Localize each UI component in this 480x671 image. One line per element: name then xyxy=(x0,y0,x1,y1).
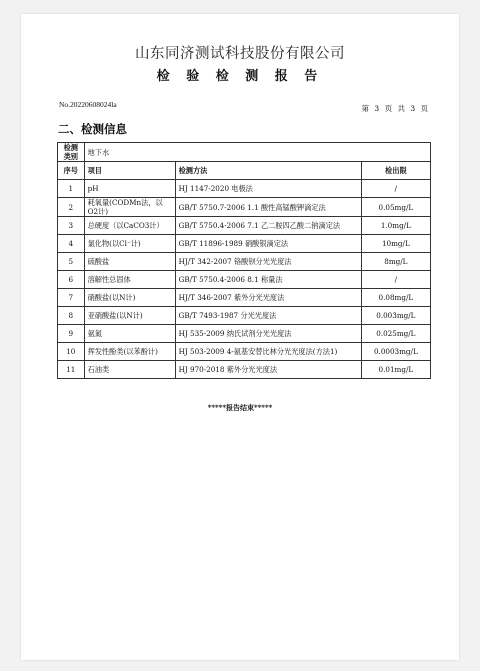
row-limit: 10mg/L xyxy=(361,235,430,253)
company-name: 山东同济测试科技股份有限公司 xyxy=(135,46,345,62)
row-item: 溶解性总固体 xyxy=(84,271,175,289)
row-item: 硝酸盐(以N计) xyxy=(84,289,175,307)
table-row xyxy=(58,253,431,271)
table-header-row xyxy=(58,162,431,180)
row-item: 亚硝酸盐(以N计) xyxy=(84,307,175,325)
row-method: HJ/T 346-2007 紫外分光光度法 xyxy=(175,289,361,307)
row-no: 10 xyxy=(58,343,85,361)
row-limit: / xyxy=(361,271,430,289)
row-method: HJ 535-2009 纳氏试剂分光光度法 xyxy=(175,325,361,343)
row-no: 6 xyxy=(58,271,85,289)
category-value: 地下水 xyxy=(84,143,430,162)
row-no: 1 xyxy=(58,180,85,198)
row-method: HJ/T 342-2007 铬酸钡分光光度法 xyxy=(175,253,361,271)
table-row xyxy=(58,325,431,343)
row-item: pH xyxy=(84,180,175,198)
row-item: 耗氧量(CODMn法，以O2计) xyxy=(84,198,175,217)
table-row xyxy=(58,289,431,307)
row-item: 石油类 xyxy=(84,361,175,379)
section-title: 二、检测信息 xyxy=(58,122,127,136)
results-table xyxy=(57,142,431,379)
row-item: 挥发性酚类(以苯酚计) xyxy=(84,343,175,361)
table-row xyxy=(58,180,431,198)
category-label: 检测类别 xyxy=(58,143,85,162)
category-row xyxy=(58,143,431,162)
row-limit: 0.01mg/L xyxy=(361,361,430,379)
row-limit: 0.08mg/L xyxy=(361,289,430,307)
header-item: 项目 xyxy=(84,162,175,180)
header-no: 序号 xyxy=(58,162,85,180)
report-title: 检 验 检 测 报 告 xyxy=(156,69,324,84)
table-row xyxy=(58,307,431,325)
row-limit: 0.05mg/L xyxy=(361,198,430,217)
row-limit: 8mg/L xyxy=(361,253,430,271)
row-item: 硫酸盐 xyxy=(84,253,175,271)
table-row xyxy=(58,198,431,217)
row-no: 2 xyxy=(58,198,85,217)
row-method: GB/T 5750.4-2006 7.1 乙二胺四乙酸二钠滴定法 xyxy=(175,217,361,235)
table-row xyxy=(58,343,431,361)
row-limit: 0.0003mg/L xyxy=(361,343,430,361)
row-item: 总硬度（以CaCO3计） xyxy=(84,217,175,235)
report-end-marker: *****报告结束***** xyxy=(207,403,273,412)
row-no: 4 xyxy=(58,235,85,253)
row-limit: / xyxy=(361,180,430,198)
row-no: 3 xyxy=(58,217,85,235)
row-method: HJ 1147-2020 电极法 xyxy=(175,180,361,198)
row-item: 氨氮 xyxy=(84,325,175,343)
row-limit: 1.0mg/L xyxy=(361,217,430,235)
row-no: 8 xyxy=(58,307,85,325)
header-method: 检测方法 xyxy=(175,162,361,180)
page-indicator: 第 3 页 共 3 页 xyxy=(361,104,428,113)
report-number: No.20220608024la xyxy=(59,100,117,109)
row-method: GB/T 5750.7-2006 1.1 酸性高锰酸钾滴定法 xyxy=(175,198,361,217)
row-method: HJ 503-2009 4-氨基安替比林分光光度法(方法1) xyxy=(175,343,361,361)
report-page xyxy=(21,14,459,660)
table-row xyxy=(58,235,431,253)
table-row xyxy=(58,361,431,379)
table-row xyxy=(58,217,431,235)
row-no: 5 xyxy=(58,253,85,271)
row-method: GB/T 7493-1987 分光光度法 xyxy=(175,307,361,325)
row-method: GB/T 5750.4-2006 8.1 称量法 xyxy=(175,271,361,289)
row-item: 氯化物(以Cl⁻计) xyxy=(84,235,175,253)
row-no: 9 xyxy=(58,325,85,343)
row-method: GB/T 11896-1989 硝酸银滴定法 xyxy=(175,235,361,253)
header-limit: 检出限 xyxy=(361,162,430,180)
row-no: 7 xyxy=(58,289,85,307)
table-row xyxy=(58,271,431,289)
row-limit: 0.003mg/L xyxy=(361,307,430,325)
row-no: 11 xyxy=(58,361,85,379)
row-method: HJ 970-2018 紫外分光光度法 xyxy=(175,361,361,379)
row-limit: 0.025mg/L xyxy=(361,325,430,343)
